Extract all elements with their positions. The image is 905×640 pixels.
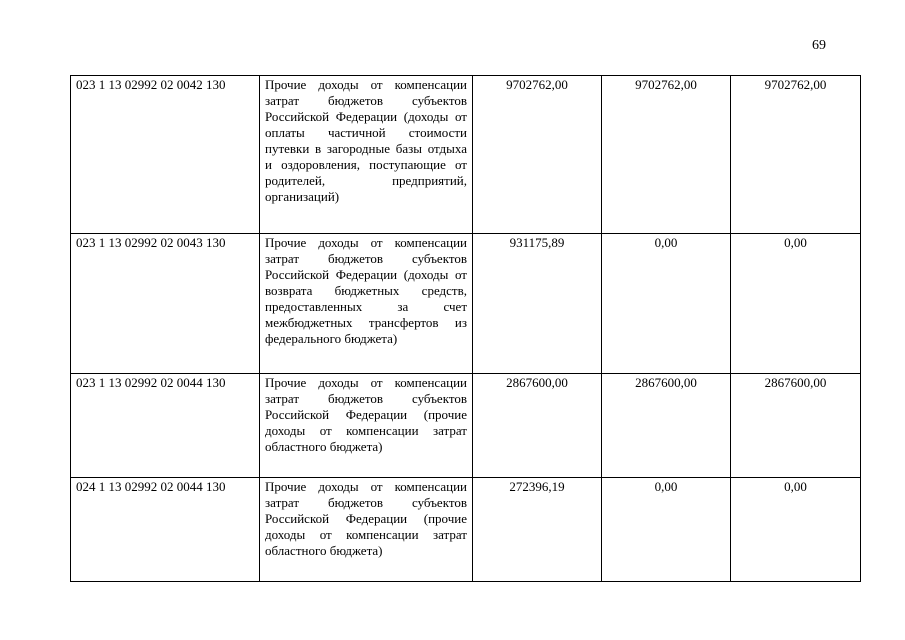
amount-year-1-cell: 2867600,00 bbox=[473, 374, 602, 478]
amount-year-3-cell: 0,00 bbox=[731, 234, 861, 374]
budget-table bbox=[70, 75, 861, 582]
income-name-cell: Прочие доходы от компенсации затрат бюджетов субъектов Российской Федерации (доходы от оплаты частичной стоимости путевки в загородные базы отдыха и оздоровления, поступающие от родителей, предприятий, организаций) bbox=[260, 76, 473, 234]
income-name-cell: Прочие доходы от компенсации затрат бюджетов субъектов Российской Федерации (доходы от возврата бюджетных средств, предоставленных за счет межбюджетных трансфертов из федерального бюджета) bbox=[260, 234, 473, 374]
amount-year-3-cell: 0,00 bbox=[731, 478, 861, 582]
amount-year-2-cell: 2867600,00 bbox=[602, 374, 731, 478]
budget-code-cell: 023 1 13 02992 02 0043 130 bbox=[71, 234, 260, 374]
income-name-cell: Прочие доходы от компенсации затрат бюджетов субъектов Российской Федерации (прочие доходы от компенсации затрат областного бюджета) bbox=[260, 478, 473, 582]
table-row bbox=[71, 478, 861, 582]
amount-year-1-cell: 9702762,00 bbox=[473, 76, 602, 234]
budget-code-cell: 023 1 13 02992 02 0042 130 bbox=[71, 76, 260, 234]
amount-year-2-cell: 9702762,00 bbox=[602, 76, 731, 234]
amount-year-2-cell: 0,00 bbox=[602, 234, 731, 374]
amount-year-3-cell: 9702762,00 bbox=[731, 76, 861, 234]
amount-year-1-cell: 931175,89 bbox=[473, 234, 602, 374]
budget-code-cell: 023 1 13 02992 02 0044 130 bbox=[71, 374, 260, 478]
table-row bbox=[71, 374, 861, 478]
amount-year-1-cell: 272396,19 bbox=[473, 478, 602, 582]
budget-code-cell: 024 1 13 02992 02 0044 130 bbox=[71, 478, 260, 582]
amount-year-2-cell: 0,00 bbox=[602, 478, 731, 582]
amount-year-3-cell: 2867600,00 bbox=[731, 374, 861, 478]
income-name-cell: Прочие доходы от компенсации затрат бюджетов субъектов Российской Федерации (прочие доходы от компенсации затрат областного бюджета) bbox=[260, 374, 473, 478]
page-number: 69 bbox=[812, 38, 826, 53]
table-row bbox=[71, 234, 861, 374]
table-row bbox=[71, 76, 861, 234]
